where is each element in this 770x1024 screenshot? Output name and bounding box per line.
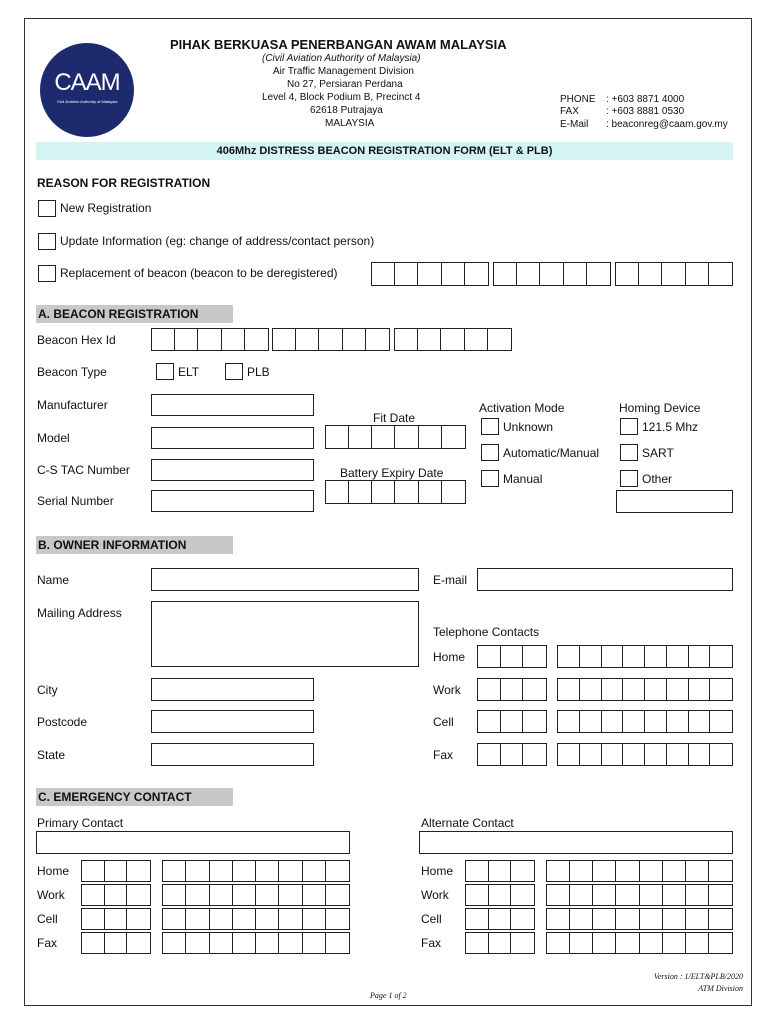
owner-work-label: Work: [433, 683, 461, 697]
owner-cell-area-code[interactable]: [477, 710, 547, 733]
owner-name-label: Name: [37, 573, 70, 587]
owner-fax-area-code[interactable]: [477, 743, 547, 766]
alternate-fax-area-code[interactable]: [465, 932, 535, 954]
elt-checkbox[interactable]: [156, 363, 174, 380]
owner-email-field[interactable]: [477, 568, 733, 591]
address-line-1: No 27, Persiaran Perdana: [287, 79, 403, 90]
fax-label: FAX: [560, 106, 579, 117]
fax-value: : +603 8881 0530: [606, 106, 685, 117]
alternate-cell-number[interactable]: [546, 908, 733, 930]
primary-contact-field[interactable]: [36, 831, 350, 854]
primary-cell-label: Cell: [37, 912, 58, 926]
alternate-home-area-code[interactable]: [465, 860, 535, 882]
fit-date-field[interactable]: [325, 425, 466, 449]
section-b-heading: B. OWNER INFORMATION: [36, 536, 233, 554]
alternate-fax-number[interactable]: [546, 932, 733, 954]
org-title: PIHAK BERKUASA PENERBANGAN AWAM MALAYSIA: [170, 37, 507, 52]
section-a-heading: A. BEACON REGISTRATION: [36, 305, 233, 323]
model-label: Model: [37, 431, 70, 445]
cs-tac-field[interactable]: [151, 459, 314, 481]
owner-cell-number[interactable]: [557, 710, 733, 733]
phone-value: : +603 8871 4000: [606, 94, 685, 105]
owner-fax-label: Fax: [433, 748, 454, 762]
plb-checkbox[interactable]: [225, 363, 243, 380]
fit-date-label: Fit Date: [373, 411, 416, 425]
mailing-address-label: Mailing Address: [37, 606, 122, 620]
primary-work-label: Work: [37, 888, 65, 902]
section-c-heading: C. EMERGENCY CONTACT: [36, 788, 233, 806]
primary-fax-area-code[interactable]: [81, 932, 151, 954]
division: Air Traffic Management Division: [273, 66, 414, 77]
owner-cell-label: Cell: [433, 715, 454, 729]
serial-field[interactable]: [151, 490, 314, 512]
telephone-contacts-label: Telephone Contacts: [433, 625, 540, 639]
email-label: E-Mail: [560, 119, 589, 130]
email-value: : beaconreg@caam.gov.my: [606, 119, 728, 130]
sart-checkbox[interactable]: [620, 444, 638, 461]
plb-label: PLB: [247, 365, 270, 379]
owner-work-number[interactable]: [557, 678, 733, 701]
primary-fax-label: Fax: [37, 936, 58, 950]
alternate-home-label: Home: [421, 864, 454, 878]
unknown-checkbox[interactable]: [481, 418, 499, 435]
version-text: Version : 1/ELT&PLB/2020: [653, 972, 743, 981]
owner-email-label: E-mail: [433, 573, 468, 587]
phone-label: PHONE: [560, 94, 596, 105]
manufacturer-label: Manufacturer: [37, 398, 108, 412]
other-checkbox[interactable]: [620, 470, 638, 487]
beacon-hex-group-1[interactable]: [151, 328, 269, 351]
alternate-fax-label: Fax: [421, 936, 442, 950]
postcode-field[interactable]: [151, 710, 314, 733]
homing-device-label: Homing Device: [619, 401, 701, 415]
alternate-cell-area-code[interactable]: [465, 908, 535, 930]
address-line-3: 62618 Putrajaya: [310, 105, 383, 116]
primary-cell-number[interactable]: [162, 908, 350, 930]
manual-checkbox[interactable]: [481, 470, 499, 487]
alternate-work-label: Work: [421, 888, 449, 902]
alternate-home-number[interactable]: [546, 860, 733, 882]
sart-label: SART: [642, 446, 674, 460]
logo-subtext: Civil Aviation Authority of Malaysia: [56, 99, 118, 104]
city-label: City: [37, 683, 58, 697]
primary-fax-number[interactable]: [162, 932, 350, 954]
state-label: State: [37, 748, 66, 762]
update-info-label: Update Information (eg: change of address/contact person): [60, 234, 375, 248]
activation-mode-label: Activation Mode: [479, 401, 565, 415]
battery-expiry-label: Battery Expiry Date: [340, 466, 444, 480]
owner-name-field[interactable]: [151, 568, 419, 591]
owner-home-area-code[interactable]: [477, 645, 547, 668]
replacement-label: Replacement of beacon (beacon to be deregistered): [60, 266, 338, 280]
new-registration-checkbox[interactable]: [38, 200, 56, 217]
serial-label: Serial Number: [37, 494, 114, 508]
primary-cell-area-code[interactable]: [81, 908, 151, 930]
primary-work-number[interactable]: [162, 884, 350, 906]
model-field[interactable]: [151, 427, 314, 449]
auto-manual-checkbox[interactable]: [481, 444, 499, 461]
beacon-hex-label: Beacon Hex Id: [37, 333, 116, 347]
alternate-contact-label: Alternate Contact: [421, 816, 514, 830]
new-registration-label: New Registration: [60, 201, 152, 215]
manual-label: Manual: [503, 472, 543, 486]
alternate-contact-field[interactable]: [419, 831, 733, 854]
cs-tac-label: C-S TAC Number: [37, 463, 130, 477]
unknown-label: Unknown: [503, 420, 554, 434]
primary-home-area-code[interactable]: [81, 860, 151, 882]
postcode-label: Postcode: [37, 715, 88, 729]
reason-heading: REASON FOR REGISTRATION: [37, 176, 211, 190]
old-beacon-id-group-1[interactable]: [371, 262, 489, 286]
primary-home-number[interactable]: [162, 860, 350, 882]
beacon-hex-group-3[interactable]: [394, 328, 512, 351]
h121-checkbox[interactable]: [620, 418, 638, 435]
primary-contact-label: Primary Contact: [37, 816, 124, 830]
atm-division-text: ATM Division: [698, 984, 743, 993]
update-info-checkbox[interactable]: [38, 233, 56, 250]
form-title: 406Mhz DISTRESS BEACON REGISTRATION FORM (ELT & PLB): [36, 142, 733, 160]
state-field[interactable]: [151, 743, 314, 766]
caam-logo: [40, 43, 134, 137]
alternate-work-number[interactable]: [546, 884, 733, 906]
owner-work-area-code[interactable]: [477, 678, 547, 701]
mailing-address-field[interactable]: [151, 601, 419, 667]
address-line-2: Level 4, Block Podium B, Precinct 4: [262, 92, 421, 103]
org-english: (Civil Aviation Authority of Malaysia): [262, 53, 421, 64]
beacon-type-label: Beacon Type: [37, 365, 107, 379]
city-field[interactable]: [151, 678, 314, 701]
owner-home-number[interactable]: [557, 645, 733, 668]
beacon-hex-group-2[interactable]: [272, 328, 390, 351]
other-homing-field[interactable]: [616, 490, 733, 513]
alternate-cell-label: Cell: [421, 912, 442, 926]
manufacturer-field[interactable]: [151, 394, 314, 416]
elt-label: ELT: [178, 365, 200, 379]
owner-home-label: Home: [433, 650, 466, 664]
country: MALAYSIA: [325, 118, 375, 129]
old-beacon-id-group-2[interactable]: [493, 262, 611, 286]
battery-expiry-field[interactable]: [325, 480, 466, 504]
alternate-work-area-code[interactable]: [465, 884, 535, 906]
old-beacon-id-group-3[interactable]: [615, 262, 733, 286]
owner-fax-number[interactable]: [557, 743, 733, 766]
page-number: Page 1 of 2: [370, 991, 407, 1000]
primary-work-area-code[interactable]: [81, 884, 151, 906]
h121-label: 121.5 Mhz: [642, 420, 699, 434]
logo-text: CAAM: [54, 69, 120, 96]
auto-manual-label: Automatic/Manual: [503, 446, 600, 460]
other-label: Other: [642, 472, 673, 486]
primary-home-label: Home: [37, 864, 70, 878]
replacement-checkbox[interactable]: [38, 265, 56, 282]
